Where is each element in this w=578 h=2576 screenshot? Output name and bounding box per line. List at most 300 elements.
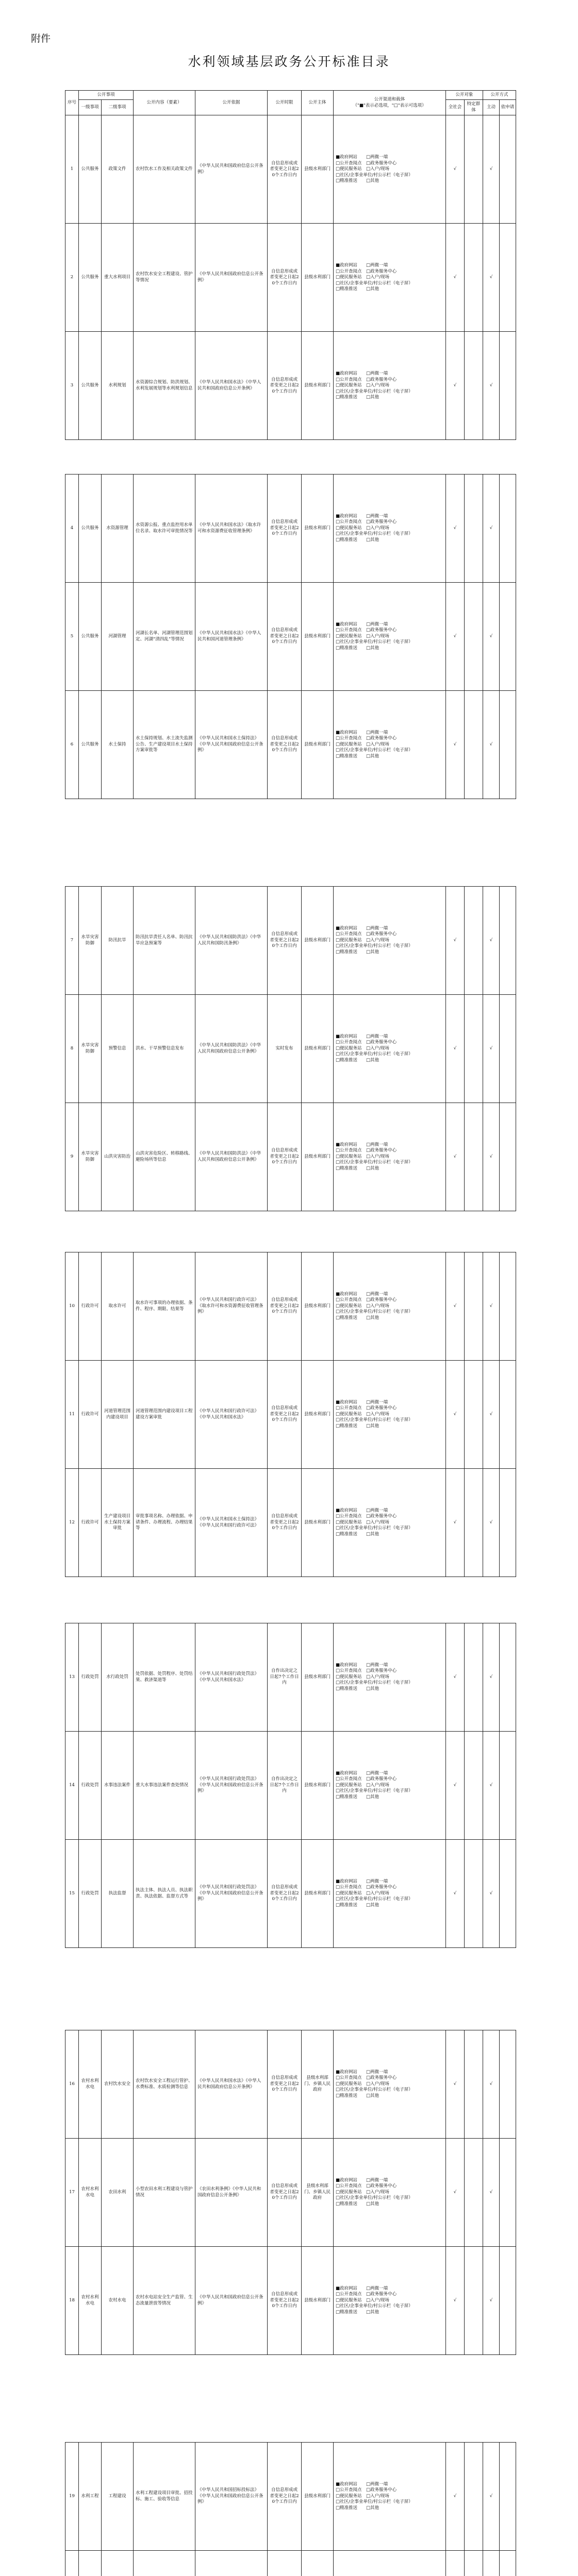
header-item-level2: 二级事项 xyxy=(102,100,134,115)
channel-line: □便民服务站 □入户/现场 xyxy=(336,1519,389,1525)
row-content: 农村饮水工作及相关政策文件 xyxy=(134,115,195,224)
row-object-all: √ xyxy=(446,115,465,224)
catalog-row xyxy=(65,691,516,799)
channel-line: □公开查阅点 □政务服务中心 xyxy=(336,931,397,937)
row-channels xyxy=(334,332,446,440)
row-method-apply xyxy=(500,1469,516,1577)
row-item-level1: 水旱灾害防御 xyxy=(79,995,102,1103)
row-content: 山洪灾害危险区、转移路线、避险场所等信息 xyxy=(134,1103,195,1211)
catalog-row xyxy=(65,887,516,995)
row-item-level2: 河道管理范围内建设项目 xyxy=(102,1361,134,1469)
row-method-apply xyxy=(500,1732,516,1840)
header-object: 公开对象 xyxy=(446,91,483,100)
channel-line: □社区/企事业单位/村公示栏（电子屏） xyxy=(336,1160,413,1165)
channel-line: □便民服务站 □入户/现场 xyxy=(336,275,389,280)
row-item-level1: 公共服务 xyxy=(79,691,102,799)
row-content: 处罚依据、处罚程序、处罚结果、救济渠道等 xyxy=(134,1623,195,1732)
row-seq: 2 xyxy=(65,224,79,332)
row-basis: 《中华人民共和国水土保持法》《中华人民共和国行政许可法》 xyxy=(195,1469,268,1577)
row-item-level2 xyxy=(102,2551,134,2576)
row-channels xyxy=(334,1623,446,1732)
header-seq: 序号 xyxy=(65,91,79,115)
row-object-all: √ xyxy=(446,1103,465,1211)
header-object-specific: 特定群体 xyxy=(465,100,483,115)
row-channels xyxy=(334,1840,446,1948)
row-channels xyxy=(334,887,446,995)
row-subject: 县级水利部门 xyxy=(302,1252,334,1361)
row-method-apply xyxy=(500,2247,516,2355)
row-content: 水资源公报、重点监控用水单位名录、取水许可审批情况等 xyxy=(134,474,195,583)
channel-line: ■政府网站 □两微一端 xyxy=(336,155,388,160)
row-method-apply xyxy=(500,2551,516,2576)
row-basis: 《中华人民共和国防洪法》《中华人民共和国政府信息公开条例》 xyxy=(195,995,268,1103)
row-seq: 12 xyxy=(65,1469,79,1577)
row-channels xyxy=(334,2551,446,2576)
row-basis: 《中华人民共和国水法》《中华人民共和国政府信息公开条例》 xyxy=(195,2030,268,2139)
header-channel-legend: （"■"表示必选项，"□"表示可选项） xyxy=(353,103,426,108)
channel-line: □公开查阅点 □政务服务中心 xyxy=(336,268,397,274)
row-period: 自信息形成或者变更之日起20个工作日内 xyxy=(268,474,302,583)
channel-line: □便民服务站 □入户/现场 xyxy=(336,2493,389,2499)
row-method-apply xyxy=(500,887,516,995)
channel-line: □精准推送 □其他 xyxy=(336,2093,379,2098)
channel-line: ■政府网站 □两微一端 xyxy=(336,1878,388,1884)
row-object-specific xyxy=(465,1623,483,1732)
row-method-active: √ xyxy=(483,887,500,995)
channel-line: □精准推送 □其他 xyxy=(336,1794,379,1800)
row-seq: 9 xyxy=(65,1103,79,1211)
header-method: 公开方式 xyxy=(483,91,516,100)
channel-line: □精准推送 □其他 xyxy=(336,286,379,292)
header-method-apply: 依申请 xyxy=(500,100,516,115)
row-item-level1: 水旱灾害防御 xyxy=(79,1103,102,1211)
row-object-all: √ xyxy=(446,1840,465,1948)
row-channels xyxy=(334,1469,446,1577)
channel-line: □公开查阅点 □政务服务中心 xyxy=(336,1776,397,1782)
channel-line: □精准推送 □其他 xyxy=(336,2201,379,2207)
channel-line: □精准推送 □其他 xyxy=(336,1902,379,1908)
row-item-level2: 水利规划 xyxy=(102,332,134,440)
row-method-apply xyxy=(500,1252,516,1361)
row-subject: 县级水利部门 xyxy=(302,2443,334,2551)
row-object-specific xyxy=(465,1469,483,1577)
channel-line: ■政府网站 □两微一端 xyxy=(336,2177,388,2183)
header-basis: 公开依据 xyxy=(195,91,268,115)
row-object-specific xyxy=(465,1732,483,1840)
channel-line: □社区/企事业单位/村公示栏（电子屏） xyxy=(336,1417,413,1423)
channel-line: □便民服务站 □入户/现场 xyxy=(336,633,389,639)
row-seq: 18 xyxy=(65,2247,79,2355)
row-item-level2: 预警信息 xyxy=(102,995,134,1103)
row-subject: 县级水利部门 xyxy=(302,332,334,440)
channel-line: □社区/企事业单位/村公示栏（电子屏） xyxy=(336,2499,413,2505)
catalog-row xyxy=(65,1469,516,1577)
channel-line: □便民服务站 □入户/现场 xyxy=(336,1045,389,1051)
channel-line: ■政府网站 □两微一端 xyxy=(336,513,388,519)
row-item-level1: 行政许可 xyxy=(79,1361,102,1469)
row-channels xyxy=(334,691,446,799)
row-seq xyxy=(65,2551,79,2576)
row-seq: 4 xyxy=(65,474,79,583)
row-object-specific xyxy=(465,2551,483,2576)
row-period: 自信息形成或者变更之日起20个工作日内 xyxy=(268,2030,302,2139)
row-object-specific xyxy=(465,1252,483,1361)
channel-line: ■政府网站 □两微一端 xyxy=(336,2285,388,2291)
channel-line: □社区/企事业单位/村公示栏（电子屏） xyxy=(336,2087,413,2093)
row-method-apply xyxy=(500,1623,516,1732)
row-period: 自信息形成或者变更之日起20个工作日内 xyxy=(268,583,302,691)
row-method-active: √ xyxy=(483,583,500,691)
channel-line: □精准推送 □其他 xyxy=(336,178,379,184)
row-basis: 《中华人民共和国行政处罚法》《中华人民共和国政府信息公开条例》 xyxy=(195,1732,268,1840)
row-method-active: √ xyxy=(483,1103,500,1211)
row-object-specific xyxy=(465,691,483,799)
row-item-level1: 农村水利水电 xyxy=(79,2247,102,2355)
channel-line: □便民服务站 □入户/现场 xyxy=(336,741,389,747)
row-content: 审批事项名称、办理依据、申请条件、办理流程、办理结果等 xyxy=(134,1469,195,1577)
row-seq: 5 xyxy=(65,583,79,691)
channel-line: □精准推送 □其他 xyxy=(336,1423,379,1429)
row-object-all: √ xyxy=(446,2443,465,2551)
row-seq: 16 xyxy=(65,2030,79,2139)
row-content: 取水许可事项的办理依据、条件、程序、期限、结果等 xyxy=(134,1252,195,1361)
catalog-table xyxy=(65,90,516,440)
channel-line: ■政府网站 □两微一端 xyxy=(336,925,388,931)
row-subject xyxy=(302,2551,334,2576)
row-item-level2: 工程建设 xyxy=(102,2443,134,2551)
catalog-row xyxy=(65,2030,516,2139)
row-object-specific xyxy=(465,1361,483,1469)
channel-line: □社区/企事业单位/村公示栏（电子屏） xyxy=(336,639,413,645)
channel-line: □便民服务站 □入户/现场 xyxy=(336,937,389,943)
row-object-specific xyxy=(465,1103,483,1211)
header-item: 公开事项 xyxy=(79,91,134,100)
catalog-row xyxy=(65,2551,516,2576)
catalog-row xyxy=(65,583,516,691)
row-object-all: √ xyxy=(446,1469,465,1577)
channel-line: □便民服务站 □入户/现场 xyxy=(336,2081,389,2087)
row-item-level1: 农村水利水电 xyxy=(79,2030,102,2139)
catalog-row xyxy=(65,1840,516,1948)
row-subject: 县级水利部门 xyxy=(302,2247,334,2355)
row-object-all: √ xyxy=(446,887,465,995)
row-subject: 县级水利部门 xyxy=(302,583,334,691)
row-subject: 县级水利部门、乡镇人民政府 xyxy=(302,2139,334,2247)
channel-line: □公开查阅点 □政务服务中心 xyxy=(336,628,397,633)
row-item-level1: 公共服务 xyxy=(79,332,102,440)
channel-line: □便民服务站 □入户/现场 xyxy=(336,166,389,172)
catalog-row xyxy=(65,1252,516,1361)
row-method-active: √ xyxy=(483,995,500,1103)
row-item-level1: 公共服务 xyxy=(79,115,102,224)
channel-line: □便民服务站 □入户/现场 xyxy=(336,2297,389,2303)
row-object-specific xyxy=(465,115,483,224)
catalog-row xyxy=(65,1103,516,1211)
row-method-active: √ xyxy=(483,1469,500,1577)
catalog-row xyxy=(65,2443,516,2551)
channel-line: □社区/企事业单位/村公示栏（电子屏） xyxy=(336,748,413,753)
row-object-all: √ xyxy=(446,2030,465,2139)
row-seq: 15 xyxy=(65,1840,79,1948)
row-object-all: √ xyxy=(446,332,465,440)
row-method-active: √ xyxy=(483,2247,500,2355)
row-period: 实时发布 xyxy=(268,995,302,1103)
row-item-level2: 河湖管理 xyxy=(102,583,134,691)
channel-line: ■政府网站 □两微一端 xyxy=(336,2481,388,2487)
channel-line: □公开查阅点 □政务服务中心 xyxy=(336,736,397,741)
channel-line: ■政府网站 □两微一端 xyxy=(336,621,388,627)
channel-line: ■政府网站 □两微一端 xyxy=(336,2069,388,2075)
channel-line: □精准推送 □其他 xyxy=(336,395,379,400)
row-method-active: √ xyxy=(483,474,500,583)
row-method-active: √ xyxy=(483,115,500,224)
channel-line: □便民服务站 □入户/现场 xyxy=(336,1154,389,1159)
row-content: 小型农田水利工程建设与管护情况 xyxy=(134,2139,195,2247)
row-channels xyxy=(334,115,446,224)
row-item-level1: 公共服务 xyxy=(79,583,102,691)
row-basis: 《中华人民共和国政府信息公开条例》 xyxy=(195,224,268,332)
row-object-all: √ xyxy=(446,995,465,1103)
channel-line: □社区/企事业单位/村公示栏（电子屏） xyxy=(336,943,413,949)
channel-line: □社区/企事业单位/村公示栏（电子屏） xyxy=(336,388,413,394)
row-object-specific xyxy=(465,2247,483,2355)
row-object-specific xyxy=(465,2443,483,2551)
row-object-specific xyxy=(465,2139,483,2247)
channel-line: □精准推送 □其他 xyxy=(336,1057,379,1063)
row-basis: 《中华人民共和国政府信息公开条例》 xyxy=(195,2247,268,2355)
row-basis: 《中华人民共和国水法》《中华人民共和国政府信息公开条例》 xyxy=(195,332,268,440)
channel-line: □公开查阅点 □政务服务中心 xyxy=(336,1885,397,1890)
row-content: 水资源综合规划、防洪规划、水利发展规划等水利规划信息 xyxy=(134,332,195,440)
channel-line: □社区/企事业单位/村公示栏（电子屏） xyxy=(336,172,413,178)
row-object-all: √ xyxy=(446,691,465,799)
catalog-row xyxy=(65,332,516,440)
row-content: 防汛抗旱责任人名单、防汛抗旱应急预案等 xyxy=(134,887,195,995)
row-subject: 县级水利部门 xyxy=(302,691,334,799)
channel-line: □公开查阅点 □政务服务中心 xyxy=(336,377,397,382)
channel-line: □公开查阅点 □政务服务中心 xyxy=(336,2075,397,2081)
channel-line: □社区/企事业单位/村公示栏（电子屏） xyxy=(336,2303,413,2309)
catalog-table xyxy=(65,1252,516,1577)
catalog-table xyxy=(65,2442,516,2576)
catalog-table xyxy=(65,474,516,799)
row-basis: 《中华人民共和国行政处罚法》《中华人民共和国水法》 xyxy=(195,1623,268,1732)
channel-line: □精准推送 □其他 xyxy=(336,1315,379,1320)
row-content: 农村水电站安全生产监管、生态流量泄放等情况 xyxy=(134,2247,195,2355)
channel-line: □社区/企事业单位/村公示栏（电子屏） xyxy=(336,1052,413,1057)
row-channels xyxy=(334,2139,446,2247)
row-basis: 《中华人民共和国防洪法》《中华人民共和国政府信息公开条例》 xyxy=(195,1103,268,1211)
catalog-row xyxy=(65,474,516,583)
row-basis: 《中华人民共和国行政许可法》《中华人民共和国水法》 xyxy=(195,1361,268,1469)
channel-line: □便民服务站 □入户/现场 xyxy=(336,1674,389,1680)
row-object-all xyxy=(446,2551,465,2576)
channel-line: □精准推送 □其他 xyxy=(336,1165,379,1171)
row-item-level1: 水利工程 xyxy=(79,2443,102,2551)
row-method-active: √ xyxy=(483,1623,500,1732)
catalog-row xyxy=(65,115,516,224)
row-item-level1: 行政许可 xyxy=(79,1252,102,1361)
row-method-active: √ xyxy=(483,2443,500,2551)
row-subject: 县级水利部门、乡镇人民政府 xyxy=(302,2030,334,2139)
row-subject: 县级水利部门 xyxy=(302,1732,334,1840)
row-period: 自信息形成或者变更之日起20个工作日内 xyxy=(268,224,302,332)
row-object-all: √ xyxy=(446,1252,465,1361)
row-seq: 10 xyxy=(65,1252,79,1361)
header-channel-title: 公开渠道和载体 xyxy=(374,97,405,103)
row-item-level2: 重大水利项目 xyxy=(102,224,134,332)
channel-line: □精准推送 □其他 xyxy=(336,537,379,543)
row-item-level2: 防汛抗旱 xyxy=(102,887,134,995)
channel-line: □公开查阅点 □政务服务中心 xyxy=(336,519,397,525)
row-channels xyxy=(334,224,446,332)
row-content: 水利工程建设项目审批、招投标、施工、验收等信息 xyxy=(134,2443,195,2551)
row-period: 自信息形成或者变更之日起20个工作日内 xyxy=(268,1103,302,1211)
row-period: 自作出决定之日起7个工作日内 xyxy=(268,1732,302,1840)
row-method-active: √ xyxy=(483,1361,500,1469)
row-item-level2: 水行政处罚 xyxy=(102,1623,134,1732)
channel-line: ■政府网站 □两微一端 xyxy=(336,263,388,268)
row-seq: 11 xyxy=(65,1361,79,1469)
row-item-level1: 行政处罚 xyxy=(79,1732,102,1840)
row-method-apply xyxy=(500,583,516,691)
row-subject: 县级水利部门 xyxy=(302,1361,334,1469)
row-item-level1: 行政许可 xyxy=(79,1469,102,1577)
channel-line: □社区/企事业单位/村公示栏（电子屏） xyxy=(336,531,413,537)
channel-line: □便民服务站 □入户/现场 xyxy=(336,2189,389,2195)
row-basis xyxy=(195,2551,268,2576)
row-item-level2: 生产建设项目水土保持方案审批 xyxy=(102,1469,134,1577)
catalog-row xyxy=(65,1361,516,1469)
row-basis: 《中华人民共和国行政处罚法》《中华人民共和国政府信息公开条例》 xyxy=(195,1840,268,1948)
row-period: 自信息形成或者变更之日起20个工作日内 xyxy=(268,1361,302,1469)
row-item-level2: 执法监督 xyxy=(102,1840,134,1948)
row-period xyxy=(268,2551,302,2576)
channel-line: □公开查阅点 □政务服务中心 xyxy=(336,1405,397,1411)
header-method-active: 主动 xyxy=(483,100,500,115)
catalog-table xyxy=(65,2030,516,2355)
channel-line: □精准推送 □其他 xyxy=(336,949,379,955)
header-period: 公开时限 xyxy=(268,91,302,115)
row-seq: 14 xyxy=(65,1732,79,1840)
channel-line: □精准推送 □其他 xyxy=(336,1531,379,1537)
row-content: 农村饮水安全工程运行管护、水费标准、水质检测等信息 xyxy=(134,2030,195,2139)
row-method-active: √ xyxy=(483,2030,500,2139)
row-object-all: √ xyxy=(446,1361,465,1469)
row-subject: 县级水利部门 xyxy=(302,224,334,332)
row-item-level2: 水土保持 xyxy=(102,691,134,799)
row-item-level1: 水旱灾害防御 xyxy=(79,887,102,995)
catalog-row xyxy=(65,995,516,1103)
row-object-specific xyxy=(465,224,483,332)
row-period: 自信息形成或者变更之日起20个工作日内 xyxy=(268,115,302,224)
channel-line: □便民服务站 □入户/现场 xyxy=(336,525,389,531)
row-method-apply xyxy=(500,474,516,583)
row-seq: 17 xyxy=(65,2139,79,2247)
channel-line: ■政府网站 □两微一端 xyxy=(336,1142,388,1147)
channel-line: □公开查阅点 □政务服务中心 xyxy=(336,160,397,166)
row-method-active: √ xyxy=(483,691,500,799)
channel-line: □公开查阅点 □政务服务中心 xyxy=(336,1148,397,1154)
channel-line: □社区/企事业单位/村公示栏（电子屏） xyxy=(336,1896,413,1902)
row-subject: 县级水利部门 xyxy=(302,887,334,995)
attachment-label: 附件 xyxy=(31,33,51,44)
row-subject: 县级水利部门 xyxy=(302,474,334,583)
channel-line: □公开查阅点 □政务服务中心 xyxy=(336,2183,397,2189)
row-method-apply xyxy=(500,1103,516,1211)
row-period: 自信息形成或者变更之日起20个工作日内 xyxy=(268,2139,302,2247)
row-object-all: √ xyxy=(446,583,465,691)
row-method-apply xyxy=(500,2030,516,2139)
catalog-row xyxy=(65,2139,516,2247)
channel-line: ■政府网站 □两微一端 xyxy=(336,730,388,735)
row-object-specific xyxy=(465,583,483,691)
catalog-table xyxy=(65,1623,516,1948)
channel-line: □精准推送 □其他 xyxy=(336,2505,379,2511)
row-basis: 《中华人民共和国水法》《取水许可和水资源费征收管理条例》 xyxy=(195,474,268,583)
row-subject: 县级水利部门 xyxy=(302,1469,334,1577)
row-method-apply xyxy=(500,995,516,1103)
row-subject: 县级水利部门 xyxy=(302,1840,334,1948)
row-channels xyxy=(334,1361,446,1469)
channel-line: □便民服务站 □入户/现场 xyxy=(336,1303,389,1309)
row-content: 洪水、干旱预警信息发布 xyxy=(134,995,195,1103)
row-item-level1: 公共服务 xyxy=(79,474,102,583)
row-object-all: √ xyxy=(446,2139,465,2247)
row-channels xyxy=(334,2030,446,2139)
catalog-row xyxy=(65,1623,516,1732)
row-basis: 《农田水利条例》《中华人民共和国政府信息公开条例》 xyxy=(195,2139,268,2247)
row-period: 自信息形成或者变更之日起20个工作日内 xyxy=(268,691,302,799)
channel-line: □社区/企事业单位/村公示栏（电子屏） xyxy=(336,1526,413,1531)
row-channels xyxy=(334,1103,446,1211)
row-seq: 1 xyxy=(65,115,79,224)
row-subject: 县级水利部门 xyxy=(302,995,334,1103)
channel-line: ■政府网站 □两微一端 xyxy=(336,1399,388,1405)
row-method-apply xyxy=(500,691,516,799)
channel-line: □社区/企事业单位/村公示栏（电子屏） xyxy=(336,280,413,286)
catalog-row xyxy=(65,224,516,332)
row-seq: 3 xyxy=(65,332,79,440)
row-period: 自信息形成或者变更之日起20个工作日内 xyxy=(268,887,302,995)
row-basis: 《中华人民共和国政府信息公开条例》 xyxy=(195,115,268,224)
row-item-level2: 农村饮水安全 xyxy=(102,2030,134,2139)
row-object-all: √ xyxy=(446,224,465,332)
row-method-active: √ xyxy=(483,1252,500,1361)
row-basis: 《中华人民共和国行政许可法》《取水许可和水资源费征收管理条例》 xyxy=(195,1252,268,1361)
header-channel xyxy=(334,91,446,115)
row-object-all: √ xyxy=(446,1732,465,1840)
row-method-apply xyxy=(500,1361,516,1469)
row-object-specific xyxy=(465,2030,483,2139)
row-period: 自作出决定之日起7个工作日内 xyxy=(268,1623,302,1732)
row-object-specific xyxy=(465,887,483,995)
row-subject: 县级水利部门 xyxy=(302,115,334,224)
channel-line: ■政府网站 □两微一端 xyxy=(336,1033,388,1039)
document-title: 水利领域基层政务公开标准目录 xyxy=(188,54,390,69)
row-seq: 8 xyxy=(65,995,79,1103)
header-object-all: 全社会 xyxy=(446,100,465,115)
row-method-active: √ xyxy=(483,2139,500,2247)
row-content: 河湖长名单、河湖管理范围划定、河湖“清四乱”等情况 xyxy=(134,583,195,691)
row-content: 重大水事违法案件查处情况 xyxy=(134,1732,195,1840)
channel-line: □公开查阅点 □政务服务中心 xyxy=(336,1297,397,1303)
channel-line: □精准推送 □其他 xyxy=(336,645,379,651)
row-item-level1: 行政处罚 xyxy=(79,1623,102,1732)
catalog-table xyxy=(65,886,516,1211)
row-seq: 13 xyxy=(65,1623,79,1732)
row-method-apply xyxy=(500,1840,516,1948)
